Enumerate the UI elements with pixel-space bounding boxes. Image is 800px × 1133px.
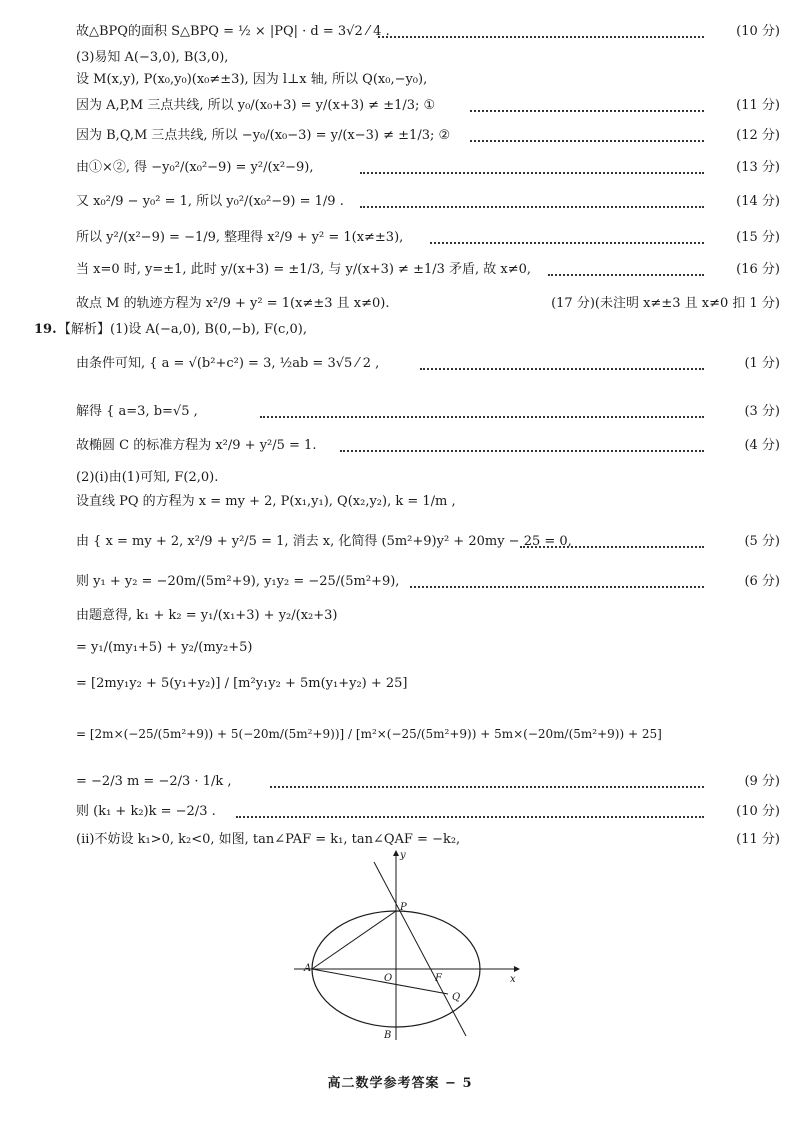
- solution-text: (2)(i)由(1)可知, F(2,0).: [76, 470, 219, 485]
- score-label: (10 分): [736, 24, 780, 39]
- dot-leader: [410, 586, 704, 588]
- score-label: (3 分): [744, 404, 780, 419]
- y-axis-arrow: [393, 850, 399, 856]
- label-f: F: [435, 973, 442, 984]
- solution-text: = y₁/(my₁+5) + y₂/(my₂+5): [76, 640, 253, 655]
- solution-text: = [2my₁y₂ + 5(y₁+y₂)] / [m²y₁y₂ + 5m(y₁+y₂) + 25]: [76, 676, 408, 691]
- dot-leader: [360, 172, 704, 174]
- solution-text: 由题意得, k₁ + k₂ = y₁/(x₁+3) + y₂/(x₂+3): [76, 608, 338, 623]
- segment-aq: [312, 969, 448, 994]
- solution-text: 因为 B,Q,M 三点共线, 所以 −y₀/(x₀−3) = y/(x−3) ≠ ±1/3; ②: [76, 128, 451, 143]
- solution-text: 解得 { a=3, b=√5 ,: [76, 404, 198, 419]
- label-a: A: [304, 963, 312, 974]
- score-label: (5 分): [744, 534, 780, 549]
- score-label: (1 分): [744, 356, 780, 371]
- solution-text: = [2m×(−25/(5m²+9)) + 5(−20m/(5m²+9))] / [m²×(−25/(5m²+9)) + 5m×(−20m/(5m²+9)) + 25]: [76, 727, 662, 741]
- dot-leader: [360, 206, 704, 208]
- solution-text: 则 y₁ + y₂ = −20m/(5m²+9), y₁y₂ = −25/(5m²+9),: [76, 574, 400, 589]
- solution-text: 由①×②, 得 −y₀²/(x₀²−9) = y²/(x²−9),: [76, 160, 314, 175]
- score-label: (14 分): [736, 194, 780, 209]
- problem-number: 19.: [34, 322, 57, 337]
- ellipse-figure: [286, 844, 526, 1044]
- solution-text: 【解析】(1)设 A(−a,0), B(0,−b), F(c,0),: [58, 322, 307, 337]
- solution-text: (ii)不妨设 k₁>0, k₂<0, 如图, tan∠PAF = k₁, tan∠QAF = −k₂,: [76, 832, 461, 847]
- solution-text: 当 x=0 时, y=±1, 此时 y/(x+3) = ±1/3, 与 y/(x+3) ≠ ±1/3 矛盾, 故 x≠0,: [76, 262, 532, 277]
- solution-text: = −2/3 m = −2/3 · 1/k ,: [76, 774, 232, 789]
- label-q: Q: [452, 992, 461, 1003]
- score-label: (17 分)(未注明 x≠±3 且 x≠0 扣 1 分): [551, 296, 780, 311]
- x-axis-arrow: [514, 966, 520, 972]
- dot-leader: [260, 416, 704, 418]
- solution-text: (3)易知 A(−3,0), B(3,0),: [76, 50, 229, 65]
- solution-text: 所以 y²/(x²−9) = −1/9, 整理得 x²/9 + y² = 1(x≠±3),: [76, 230, 404, 245]
- label-o: O: [384, 973, 393, 984]
- score-label: (6 分): [744, 574, 780, 589]
- dot-leader: [430, 242, 704, 244]
- page-footer: 高二数学参考答案 − 5: [327, 1076, 473, 1091]
- solution-text: 由条件可知, { a = √(b²+c²) = 3, ½ab = 3√5 ⁄ 2 ,: [76, 356, 380, 371]
- solution-text: 故椭圆 C 的标准方程为 x²/9 + y²/5 = 1.: [76, 438, 317, 453]
- solution-text: 故△BPQ的面积 S△BPQ = ½ × |PQ| · d = 3√2 ⁄ 4 .: [76, 24, 390, 39]
- label-y: y: [400, 850, 406, 861]
- score-label: (15 分): [736, 230, 780, 245]
- segment-ap: [312, 911, 396, 969]
- solution-text: 则 (k₁ + k₂)k = −2/3 .: [76, 804, 216, 819]
- solution-text: 故点 M 的轨迹方程为 x²/9 + y² = 1(x≠±3 且 x≠0).: [76, 296, 390, 311]
- solution-text: 设直线 PQ 的方程为 x = my + 2, P(x₁,y₁), Q(x₂,y₂), k = 1/m ,: [76, 494, 456, 509]
- score-label: (12 分): [736, 128, 780, 143]
- dot-leader: [340, 450, 704, 452]
- score-label: (13 分): [736, 160, 780, 175]
- label-p: P: [400, 902, 407, 913]
- dot-leader: [420, 368, 704, 370]
- solution-text: 由 { x = my + 2, x²/9 + y²/5 = 1, 消去 x, 化简得 (5m²+9)y² + 20my − 25 = 0,: [76, 534, 572, 549]
- dot-leader: [520, 546, 704, 548]
- dot-leader: [470, 140, 704, 142]
- solution-text: 因为 A,P,M 三点共线, 所以 y₀/(x₀+3) = y/(x+3) ≠ ±1/3; ①: [76, 98, 436, 113]
- solution-text: 又 x₀²/9 − y₀² = 1, 所以 y₀²/(x₀²−9) = 1/9 .: [76, 194, 344, 209]
- score-label: (4 分): [744, 438, 780, 453]
- score-label: (11 分): [736, 98, 780, 113]
- dot-leader: [270, 786, 704, 788]
- solution-text: 设 M(x,y), P(x₀,y₀)(x₀≠±3), 因为 l⊥x 轴, 所以 Q(x₀,−y₀),: [76, 72, 428, 87]
- dot-leader: [378, 36, 704, 38]
- label-b: B: [384, 1030, 392, 1041]
- score-label: (10 分): [736, 804, 780, 819]
- score-label: (16 分): [736, 262, 780, 277]
- dot-leader: [548, 274, 704, 276]
- dot-leader: [236, 816, 704, 818]
- dot-leader: [470, 110, 704, 112]
- score-label: (9 分): [744, 774, 780, 789]
- label-x: x: [510, 974, 516, 985]
- score-label: (11 分): [736, 832, 780, 847]
- line-pq: [374, 862, 466, 1036]
